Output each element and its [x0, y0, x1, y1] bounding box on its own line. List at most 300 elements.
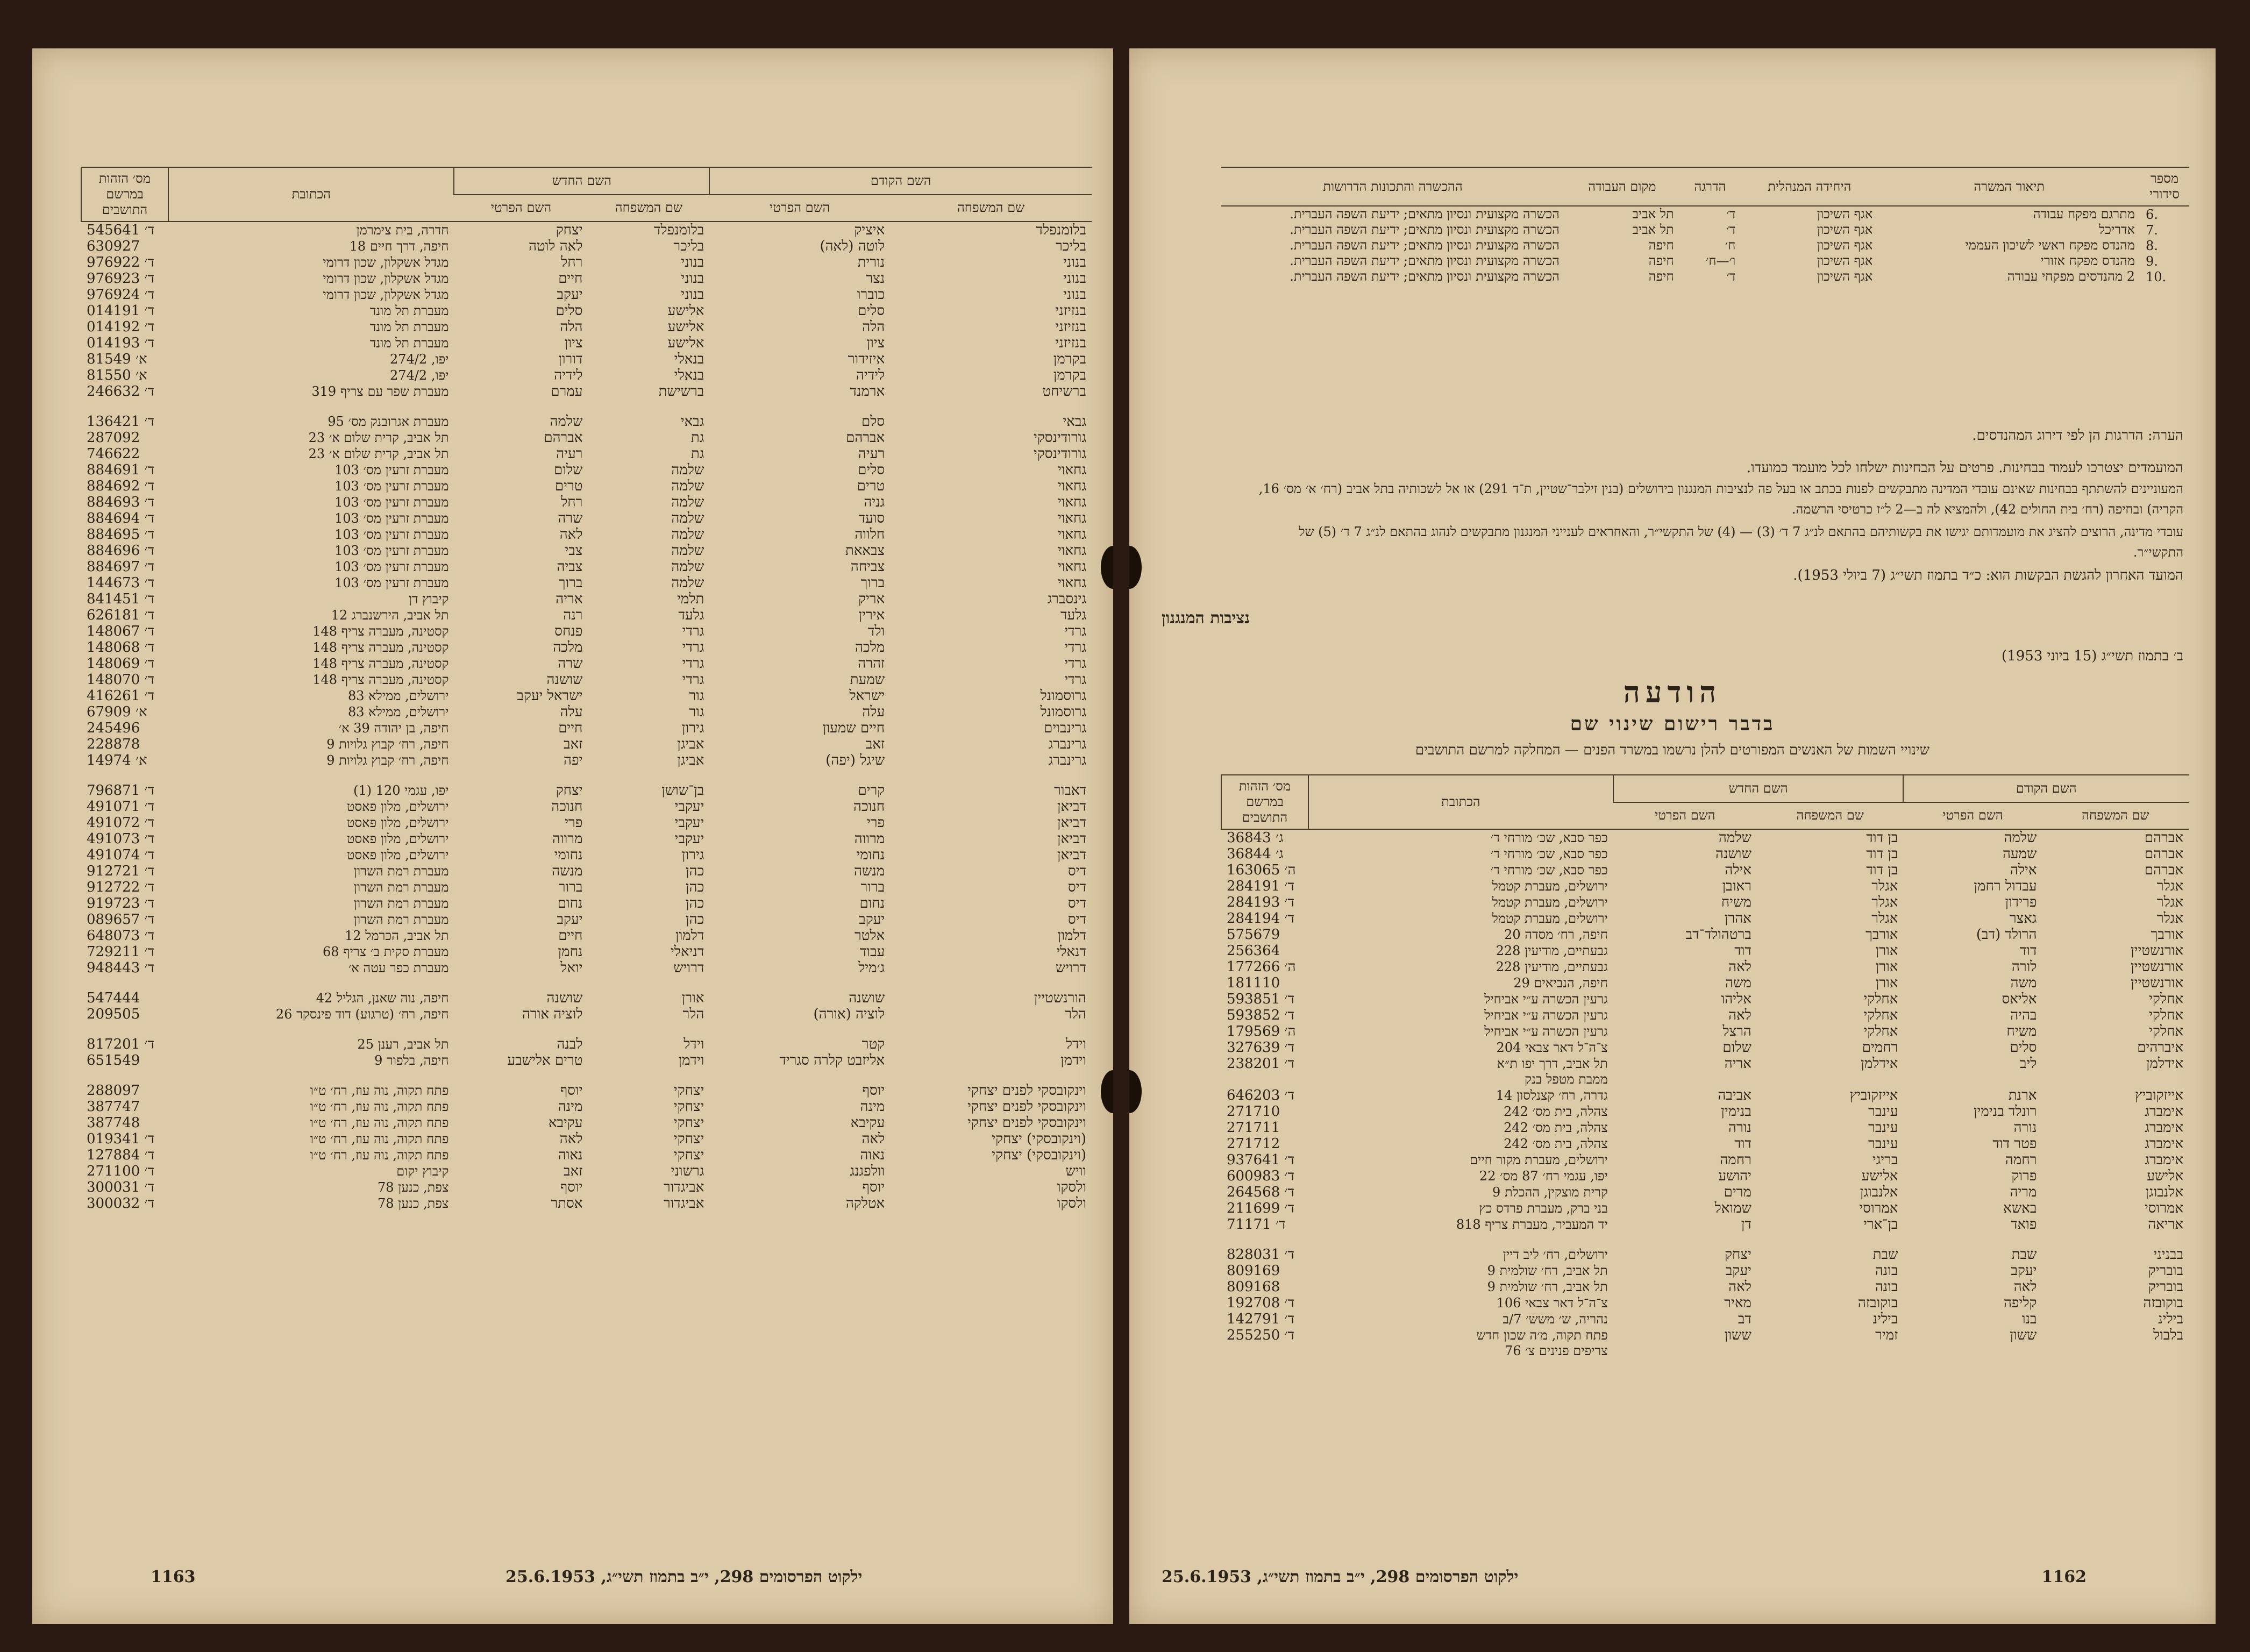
table-cell: אריה [556, 591, 583, 607]
table-cell: עקיבא [850, 1115, 885, 1131]
table-cell: 327639 ד׳ [1227, 1039, 1295, 1056]
table-cell: אריה [1724, 1056, 1751, 1072]
table-cell: גרוסמונל [1040, 704, 1086, 720]
table-cell: הכשרה מקצועית ונסיון מתאים; ידיעת השפה העברית. [1290, 269, 1560, 284]
table-cell: 2 מהנדסים מפקחי עבודה [2007, 269, 2135, 284]
table-cell: בילינ [2158, 1311, 2183, 1327]
table-row [1221, 222, 2189, 238]
table-row [1221, 846, 2189, 862]
unit-header: היחידה המנהלית [1741, 167, 1878, 206]
table-row [81, 815, 1092, 831]
binding-hole [1101, 1070, 1113, 1113]
grade-header: הדרגה [1679, 167, 1741, 206]
table-cell: יפו, עגמי 120 (1) [353, 782, 449, 798]
date-line: ב׳ בתמוז תשי״ג (15 ביוני 1953) [2002, 648, 2183, 664]
table-cell: לוציה אורה [522, 1006, 583, 1022]
table-row [1221, 829, 2189, 846]
table-cell: בנזיזני [1055, 319, 1086, 335]
table-row [81, 543, 1092, 559]
table-cell: אביגדור [663, 1195, 704, 1212]
table-cell: דן [1741, 1216, 1751, 1233]
table-cell: 491072 ד׳ [87, 815, 155, 831]
table-cell: מעברת תל מונד [369, 319, 449, 334]
table-cell: אורן [1875, 959, 1898, 975]
table-cell: ירושלים, מלון פאסט [347, 799, 449, 814]
table-cell: 884695 ד׳ [87, 526, 155, 543]
table-cell: אירין [858, 607, 885, 623]
table-cell: 36844 ג׳ [1227, 846, 1284, 862]
table-cell: מעברת רמת השרון [353, 912, 449, 927]
new-name-header: השם החדש [454, 167, 709, 195]
table-cell: אורנשטיין [2131, 975, 2183, 991]
table-row [81, 287, 1092, 303]
table-cell: ברוך [860, 575, 885, 591]
table-cell: 255250 ד׳ [1227, 1327, 1295, 1343]
table-cell: צ־ה־ל דאר צבאי 106 [1496, 1295, 1608, 1311]
table-cell: אברהם [846, 430, 885, 446]
table-cell: 256364 [1227, 943, 1280, 959]
table-cell: 976924 ד׳ [87, 287, 155, 303]
table-cell: לאה [559, 526, 583, 543]
table-cell: גרדי [682, 639, 704, 656]
table-cell: בן־ארי [1863, 1216, 1898, 1233]
table-cell: 948443 ד׳ [87, 960, 155, 976]
table-cell: וידמן [678, 1052, 704, 1069]
table-cell: אליהו [1721, 991, 1751, 1007]
table-cell [2042, 1072, 2189, 1087]
old-private-header: השם הפרטי [709, 195, 890, 222]
table-cell: שלום [1722, 1039, 1751, 1056]
table-cell: 593851 ד׳ [1227, 991, 1295, 1007]
paragraph: המעוניינים להשתתף בבחינות שאינם עובדי המדינה מתבקשים לפנות בכתב או בעל פה לנציבות המנגנון בירושלים (בנין זילבר־שטיין, ת־ד 291) או אל לשכותיה בתל אביב (רח׳ א׳ מס׳ 16, הקריה) ובחיפה (רח׳ בית החולים 42), ולהמציא לה ב—2 ל״ז כרטיסי הרשמה. [1258, 481, 2183, 517]
document-spread [32, 48, 2216, 1624]
table-cell: גאצר [2009, 910, 2037, 927]
table-cell: מעברת רמת השרון [353, 863, 449, 879]
table-cell: יוסף [560, 1179, 583, 1195]
table-row [81, 335, 1092, 351]
table-cell: עבדול רחמן [1974, 878, 2037, 894]
table-cell: 387747 [87, 1099, 140, 1115]
table-cell: חיים [558, 270, 583, 287]
table-cell: ולסקו [1057, 1179, 1086, 1195]
table-cell: מעברת זרעין מס׳ 103 [334, 526, 449, 542]
table-cell: גרדי [1064, 672, 1086, 688]
table-cell: נחומי [554, 847, 583, 863]
table-cell: גרשוני [671, 1163, 704, 1179]
table-cell: בנוני [1063, 287, 1086, 303]
table-cell: תל אביב, רענן 25 [357, 1036, 449, 1052]
table-cell: ירושלים, מעברת קטמל [1492, 910, 1608, 926]
table-row [1221, 1056, 2189, 1072]
table-cell: 284191 ד׳ [1227, 878, 1295, 894]
table-row [1221, 1327, 2189, 1343]
table-cell: חיים [558, 720, 583, 736]
table-cell: קליפה [2003, 1295, 2037, 1311]
note-line: הערה: הדרגות הן לפי דירוג המהנדסים. [1972, 428, 2183, 444]
table-cell: אלישע [667, 335, 704, 351]
table-row [81, 688, 1092, 704]
table-cell: אלישע [667, 319, 704, 335]
table-cell: בונה [1875, 1279, 1898, 1295]
table-cell: אילה [1725, 862, 1751, 878]
table-cell: בני ברק, מעברת פרדס כץ [1479, 1200, 1608, 1216]
table-row [1221, 991, 2189, 1007]
table-cell: דביאן [1057, 799, 1086, 815]
table-cell: תל אביב, הכרמל 12 [344, 928, 449, 943]
table-cell: ששון [2010, 1327, 2037, 1343]
table-row [1221, 1184, 2189, 1200]
table-cell: ממבת מטפל בנק [1525, 1072, 1608, 1087]
table-cell: זאב [865, 736, 885, 752]
table-cell: אייזקוביץ [2135, 1087, 2183, 1103]
table-row [1221, 1263, 2189, 1279]
table-cell: 884692 ד׳ [87, 478, 155, 494]
table-cell: נאוה [860, 1147, 885, 1163]
table-cell: יעקב [1725, 1263, 1751, 1279]
table-row [81, 270, 1092, 287]
table-cell: עמרם [551, 383, 583, 400]
table-cell: ארמנד [850, 383, 885, 400]
table-cell: אימברג [2145, 1136, 2183, 1152]
table-row [81, 799, 1092, 815]
table-row [1221, 253, 2189, 269]
table-row [1221, 206, 2189, 222]
table-cell: אחלקי [2149, 1023, 2183, 1039]
table-cell: 148067 ד׳ [87, 623, 155, 639]
notice-title: הודעה [1623, 675, 1722, 709]
table-cell: 545641 ד׳ [87, 222, 155, 238]
table-cell: שלמה [671, 559, 704, 575]
table-cell: פרידון [2005, 894, 2037, 910]
new-private-header: השם הפרטי [1613, 802, 1757, 830]
table-cell: 148070 ד׳ [87, 672, 155, 688]
table-row [81, 1036, 1092, 1052]
table-cell: מעברת רמת השרון [353, 879, 449, 895]
table-cell: גחאוי [1057, 575, 1086, 591]
table-row [1221, 910, 2189, 927]
table-cell: בוקובזה [1857, 1295, 1898, 1311]
table-cell: אברהם [544, 430, 583, 446]
page-number: 1163 [151, 1568, 196, 1586]
table-cell: אהרן [1724, 910, 1751, 927]
table-row [1221, 1295, 2189, 1311]
table-row [81, 704, 1092, 720]
table-cell: אידלמן [2146, 1056, 2183, 1072]
table-cell: יצחק [556, 782, 583, 799]
table-row [1221, 1039, 2189, 1056]
table-cell: אליאס [2002, 991, 2037, 1007]
table-row [81, 367, 1092, 383]
table-cell: אימברג [2145, 1152, 2183, 1168]
table-cell: הלה [560, 319, 583, 335]
table-cell: הכשרה מקצועית ונסיון מתאים; ידיעת השפה העברית. [1290, 238, 1560, 253]
table-cell: אביגן [677, 752, 704, 768]
table-cell: גלעד [1060, 607, 1086, 623]
table-cell: פתח תקוה, נוה עוז, רח׳ ט״ו [310, 1115, 449, 1130]
notice-subtitle: בדבר רישום שינוי שם [1570, 713, 1775, 735]
table-cell: מגדל אשקלון, שכון דרומי [323, 254, 449, 270]
table-cell: דרויש [673, 960, 704, 976]
table-cell: ציון [564, 335, 583, 351]
table-cell: 809169 [1227, 1263, 1280, 1279]
table-cell: צפת, כנען 78 [378, 1195, 449, 1211]
table-cell: דביאן [1057, 831, 1086, 847]
table-cell: אחלקי [2149, 991, 2183, 1007]
table-cell: לאה לוטה [528, 238, 583, 254]
table-cell: 976922 ד׳ [87, 254, 155, 270]
table-cell: ירושלים, מלון פאסט [347, 831, 449, 846]
table-cell: לאה [2013, 1279, 2037, 1295]
table-cell: זאב [564, 736, 583, 752]
table-cell: גורודינסקי [1034, 430, 1086, 446]
table-cell: אגלר [2156, 878, 2183, 894]
table-row [81, 639, 1092, 656]
table-cell: צהלה, בית מס׳ 242 [1504, 1103, 1608, 1119]
table-cell: 796871 ד׳ [87, 782, 155, 799]
table-cell: בליכר [673, 238, 704, 254]
table-cell: רחמה [1720, 1152, 1751, 1168]
table-cell: בנזיזני [1055, 335, 1086, 351]
table-cell: רחמים [1862, 1039, 1898, 1056]
table-cell: ירושלים, מעברת קטמל [1492, 894, 1608, 910]
table-cell: חיפה, בן יהודה 39 א׳ [338, 720, 449, 736]
table-cell: ירושלים, ממילא 83 [347, 704, 449, 720]
table-cell: 238201 ד׳ [1227, 1056, 1295, 1072]
table-row [1221, 1279, 2189, 1295]
table-cell [2042, 1343, 2189, 1359]
table-cell: אדריכל [2099, 222, 2135, 237]
table-cell: גרעין הכשרה ע״י אביחיל [1484, 1007, 1608, 1023]
table-cell: חיפה, נוה שאנן, הגליל 42 [316, 990, 449, 1006]
table-cell: אלישע [1861, 1168, 1898, 1184]
table-cell: פנחס [554, 623, 583, 639]
table-cell: 10. [2146, 269, 2167, 284]
table-cell: מינה [860, 1099, 885, 1115]
table-cell: פתח תקוה, נוה עוז, רח׳ ט״ו [310, 1131, 449, 1147]
table-row [81, 494, 1092, 510]
table-cell: חיפה, רח׳ קבוץ גלויות 9 [326, 752, 449, 768]
table-cell: גרדי [1064, 656, 1086, 672]
table-row [81, 879, 1092, 895]
table-cell: יעקב [557, 912, 583, 928]
right-names-table [1221, 774, 2189, 1359]
table-cell: 651549 [87, 1052, 140, 1069]
table-cell: בובריק [2148, 1279, 2183, 1295]
table-cell: 7. [2146, 222, 2158, 238]
table-cell: בנוני [681, 287, 704, 303]
table-cell: בבניני [2153, 1247, 2183, 1263]
table-cell: 884696 ד׳ [87, 543, 155, 559]
table-cell: איברהים [2137, 1039, 2183, 1056]
table-row [81, 752, 1092, 768]
table-cell: חיפה [1648, 269, 1674, 284]
table-cell: נורית [857, 254, 885, 270]
table-row [81, 319, 1092, 335]
table-cell: לאה [1728, 1279, 1751, 1295]
table-cell: אברהם [2144, 862, 2183, 878]
table-row [81, 607, 1092, 623]
table-row [81, 1131, 1092, 1147]
table-cell: גרדי [682, 672, 704, 688]
table-cell: 179569 ה׳ [1227, 1023, 1296, 1039]
table-cell: בנזיזני [1055, 303, 1086, 319]
table-cell: 575679 [1227, 927, 1280, 943]
table-cell: פתח תקוה, נוה עוז, רח׳ ט״ו [310, 1099, 449, 1114]
table-row [81, 526, 1092, 543]
table-cell: נצר [866, 270, 885, 287]
table-cell: אימברג [2145, 1103, 2183, 1120]
table-cell: גרינברג [1048, 752, 1086, 768]
table-cell: 163065 ה׳ [1227, 862, 1296, 878]
table-cell [1903, 1072, 2042, 1087]
table-cell: איציק [854, 222, 885, 238]
table-cell: כפר סבא, שכ׳ מורחי ד׳ [1490, 830, 1608, 845]
left-table-body [81, 222, 1092, 1212]
spacer-row [81, 400, 1092, 414]
table-cell: בנימין [1721, 1103, 1751, 1120]
table-cell: הלה [862, 319, 885, 335]
old-name-header: השם הקודם [1903, 775, 2189, 802]
table-cell: ד׳ [1726, 269, 1736, 284]
table-cell: לאה [559, 1131, 583, 1147]
table-cell: 271711 [1227, 1120, 1280, 1136]
table-cell: ארנת [2008, 1087, 2037, 1103]
table-row [81, 990, 1092, 1006]
table-cell: גרדי [682, 623, 704, 639]
table-cell: 817201 ד׳ [87, 1036, 155, 1052]
table-cell: 884697 ד׳ [87, 559, 155, 575]
id-header: מס׳ הזהות במרשם התושבים [81, 167, 168, 222]
serial-header: מספר סידורי [2140, 167, 2189, 206]
old-family-header: שם המשפחה [890, 195, 1092, 222]
table-cell: 144673 ד׳ [87, 575, 155, 591]
table-cell: מרווה [552, 831, 583, 847]
left-names-table [81, 167, 1092, 1212]
table-cell: שרה [558, 656, 583, 672]
table-cell: גחאוי [1057, 462, 1086, 478]
table-cell: מנשה [552, 863, 583, 879]
table-row [81, 928, 1092, 944]
table-cell: תל אביב [1632, 206, 1674, 222]
table-cell: בן דוד [1866, 846, 1898, 862]
table-cell: הרצל [1722, 1023, 1751, 1039]
table-cell: עינבר [1868, 1136, 1898, 1152]
left-page [32, 48, 1113, 1624]
table-cell: שלמה [671, 478, 704, 494]
table-cell: ירושלים, ממילא 83 [347, 688, 449, 703]
table-cell: צבי [565, 543, 583, 559]
table-cell: 300032 ד׳ [87, 1195, 155, 1212]
table-cell: הכשרה מקצועית ונסיון מתאים; ידיעת השפה העברית. [1290, 253, 1560, 268]
table-cell: אריק [858, 591, 885, 607]
table-cell: 884694 ד׳ [87, 510, 155, 526]
table-cell: גבאי [680, 414, 704, 430]
table-row [1221, 862, 2189, 878]
table-cell: נחום [557, 895, 583, 912]
table-cell: אחלקי [2149, 1007, 2183, 1023]
table-cell: אורן [1875, 975, 1898, 991]
table-cell: חיפה, רח׳ מסדה 20 [1504, 927, 1608, 942]
table-row [81, 1006, 1092, 1022]
table-cell: סלים [2010, 1039, 2037, 1056]
table-cell: 136421 ד׳ [87, 414, 155, 430]
table-cell: גחאוי [1057, 494, 1086, 510]
table-cell: ו׳—ח׳ [1705, 253, 1736, 268]
table-cell: סלם [861, 414, 885, 430]
table-cell: 71171 ד׳ [1227, 1216, 1286, 1233]
table-cell: יפה [564, 752, 583, 768]
place-header: מקום העבודה [1565, 167, 1679, 206]
table-cell: מעברת זרעין מס׳ 103 [334, 575, 449, 590]
table-row [1221, 238, 2189, 253]
publication-footer: ילקוט הפרסומים 298, י״ב בתמוז תשי״ג, 25.6.1953 [505, 1568, 863, 1586]
table-cell: 81549 א׳ [87, 351, 147, 367]
table-cell: מגדל אשקלון, שכון דרומי [323, 270, 449, 286]
table-cell: אגף השיכון [1817, 269, 1873, 284]
table-cell: משיח [1721, 894, 1751, 910]
table-cell: דביאן [1057, 815, 1086, 831]
table-cell: רנה [563, 607, 583, 623]
spacer-row [1221, 1233, 2189, 1247]
table-cell: ראובן [1722, 878, 1751, 894]
table-cell: יפו, 274/2 [390, 351, 449, 367]
table-cell: בנו [2021, 1311, 2037, 1327]
table-cell: בנאלי [674, 351, 704, 367]
table-cell: ברוך [558, 575, 583, 591]
table-cell: (וינקובסקי) יצחקי [992, 1147, 1086, 1163]
table-row [1221, 1120, 2189, 1136]
table-row [81, 222, 1092, 238]
table-cell: קסטינה, מעברה צריף 148 [312, 672, 449, 687]
table-cell: חיפה [1648, 253, 1674, 268]
table-cell: לבנה [557, 1036, 583, 1052]
table-cell: גחאוי [1057, 543, 1086, 559]
table-row [81, 430, 1092, 446]
table-row [1221, 1200, 2189, 1216]
table-cell: אחלקי [1863, 991, 1898, 1007]
table-cell: 246632 ד׳ [87, 383, 155, 400]
table-cell: בוקובזה [2143, 1295, 2183, 1311]
table-cell: צהלה, בית מס׳ 242 [1504, 1136, 1608, 1151]
table-cell: כהן [686, 863, 704, 879]
table-row [1221, 1343, 2189, 1359]
table-row [1221, 1152, 2189, 1168]
table-cell: משה [1725, 975, 1751, 991]
table-row [1221, 1136, 2189, 1152]
table-cell: גרינבוים [1044, 720, 1086, 736]
table-cell: אמרוסי [2144, 1200, 2183, 1216]
table-row [1221, 943, 2189, 959]
table-cell: שלמה [671, 575, 704, 591]
table-cell: יצחק [556, 222, 583, 238]
table-row [1221, 1247, 2189, 1263]
table-cell: בנוני [1063, 254, 1086, 270]
table-cell: 014193 ד׳ [87, 335, 155, 351]
table-cell: 9. [2146, 253, 2158, 269]
table-cell: תלמי [677, 591, 704, 607]
table-cell: מהנדס מפקח אזורי [2040, 253, 2135, 268]
table-cell: אטלקה [845, 1195, 885, 1212]
table-cell: 245496 [87, 720, 140, 736]
table-cell: ירושלים, מעברת קטמל [1492, 878, 1608, 894]
table-cell: ד׳ [1726, 222, 1736, 237]
table-cell: דוד [2019, 943, 2037, 959]
table-cell: גחאוי [1057, 559, 1086, 575]
table-cell: יעקבי [674, 831, 704, 847]
table-cell: גרדי [1064, 639, 1086, 656]
table-cell: מינה [558, 1099, 583, 1115]
table-row [81, 414, 1092, 430]
